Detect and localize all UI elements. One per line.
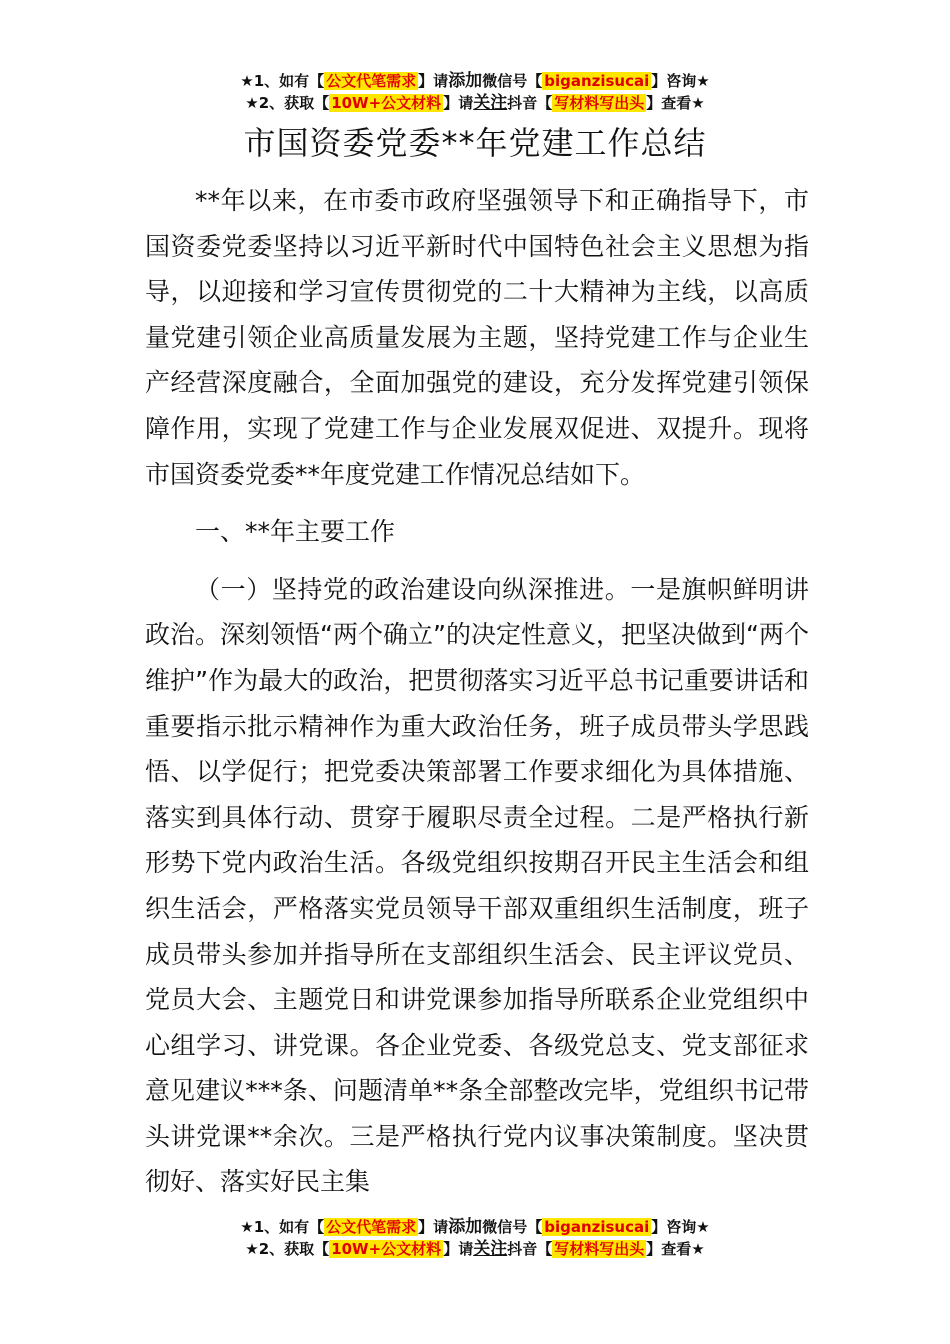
banner-emphasis: 添加: [448, 1217, 483, 1237]
banner-text: ★1、如有【: [240, 1218, 325, 1236]
banner-highlight: 10W+公文材料: [331, 94, 442, 112]
banner-text: 】咨询★: [651, 1218, 710, 1236]
top-banner: [0, 70, 950, 114]
banner-text: 抖音【: [507, 1240, 553, 1258]
banner-line-2: [0, 92, 950, 114]
banner-emphasis: 关注: [473, 1239, 508, 1259]
banner-text: 】查看★: [646, 1240, 705, 1258]
banner-highlight: 写材料写出头: [554, 1240, 645, 1258]
banner-text: 】查看★: [646, 94, 705, 112]
banner-highlight: 写材料写出头: [554, 94, 645, 112]
banner-text: 微信号【: [482, 72, 543, 90]
banner-text: 】请: [443, 94, 474, 112]
document-body: [145, 178, 809, 1205]
section-heading: 一、**年主要工作: [195, 517, 396, 547]
banner-highlight: 公文代笔需求: [326, 72, 417, 90]
banner-highlight: 公文代笔需求: [326, 1218, 417, 1236]
banner-text: ★2、获取【: [245, 94, 330, 112]
intro-paragraph: **年以来，在市委市政府坚强领导下和正确指导下，市国资委党委坚持以习近平新时代中国特色社会主义思想为指导，以迎接和学习宣传贯彻党的二十大精神为主线，以高质量党建引领企业高质量发展为主题，坚持党建工作与企业生产经营深度融合，全面加强党的建设，充分发挥党建引领保障作用，实现了党建工作与企业发展双促进、双提升。现将市国资委党委**年度党建工作情况总结如下。: [145, 186, 809, 489]
banner-highlight: biganzisucai: [544, 72, 650, 90]
banner-text: 】请: [418, 1218, 449, 1236]
banner-line-1: [0, 1216, 950, 1238]
banner-highlight: 10W+公文材料: [331, 1240, 442, 1258]
banner-text: 微信号【: [482, 1218, 543, 1236]
section-paragraph: （一）坚持党的政治建设向纵深推进。一是旗帜鲜明讲政治。深刻领悟“两个确立”的决定性意义，把坚决做到“两个维护”作为最大的政治，把贯彻落实习近平总书记重要讲话和重要指示批示精神作为重大政治任务，班子成员带头学思践悟、以学促行；把党委决策部署工作要求细化为具体措施、落实到具体行动、贯穿于履职尽责全过程。二是严格执行新形势下党内政治生活。各级党组织按期召开民主生活会和组织生活会，严格落实党员领导干部双重组织生活制度，班子成员带头参加并指导所在支部组织生活会、民主评议党员、党员大会、主题党日和讲党课参加指导所联系企业党组织中心组学习、讲党课。各企业党委、各级党总支、党支部征求意见建议***条、问题清单**条全部整改完毕，党组织书记带头讲党课**余次。三是严格执行党内议事决策制度。坚决贯彻好、落实好民主集: [145, 574, 809, 1197]
banner-emphasis: 添加: [448, 71, 483, 91]
banner-text: ★1、如有【: [240, 72, 325, 90]
banner-text: 】咨询★: [651, 72, 710, 90]
banner-highlight: biganzisucai: [544, 1218, 650, 1236]
banner-text: 抖音【: [507, 94, 553, 112]
banner-line-2: [0, 1238, 950, 1260]
banner-emphasis: 关注: [473, 93, 508, 113]
banner-text: 】请: [443, 1240, 474, 1258]
bottom-banner: [0, 1216, 950, 1260]
document-title: 市国资委党委**年党建工作总结: [243, 124, 707, 162]
banner-text: 】请: [418, 72, 449, 90]
banner-line-1: [0, 70, 950, 92]
banner-text: ★2、获取【: [245, 1240, 330, 1258]
